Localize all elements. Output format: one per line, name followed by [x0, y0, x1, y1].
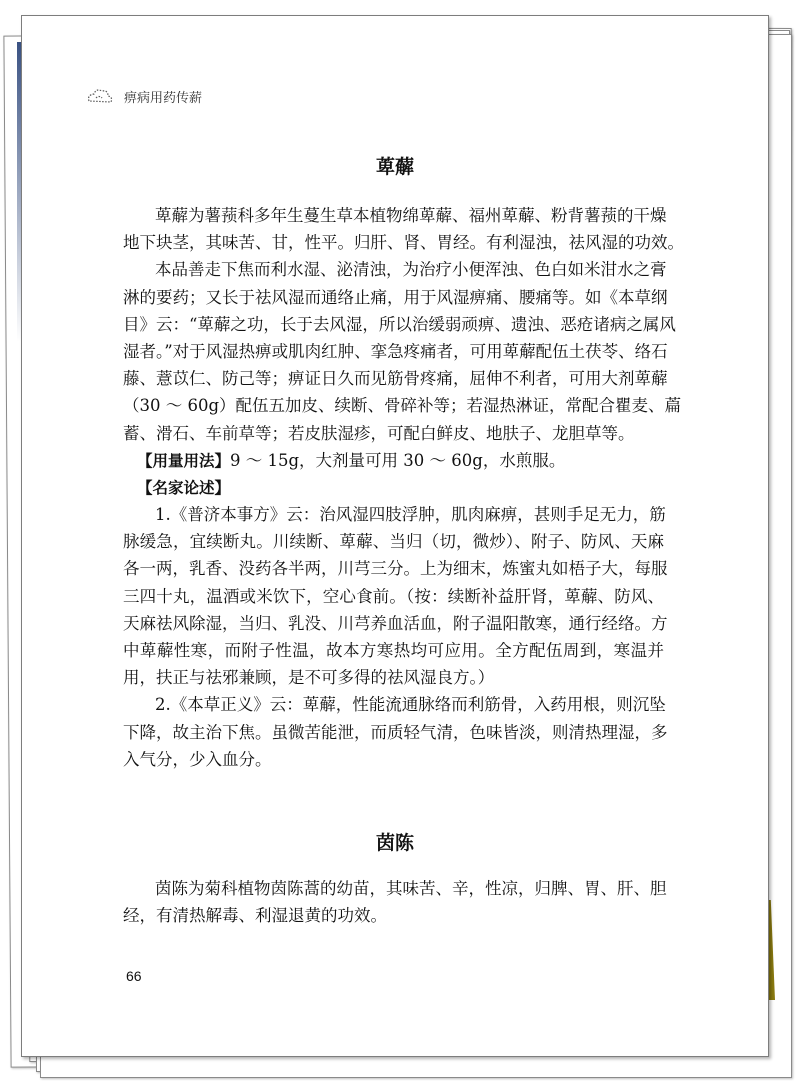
text-line: 湿者。”对于风湿热痹或肌肉红肿、挛急疼痛者，可用萆薢配伍土茯苓、络石: [123, 341, 668, 361]
text-line: 入气分，少入血分。: [123, 749, 272, 769]
text-line: 中萆薢性寒，而附子性温，故本方寒热均可应用。全方配伍周到，寒温并: [123, 641, 664, 660]
discussion-heading: [123, 474, 664, 501]
running-header: [86, 86, 202, 106]
text-line: 淋的要药；又长于祛风湿而通络止痛，用于风湿痹痛、腰痛等。如《本草纲: [123, 287, 668, 307]
text-line: 1.《普济本事方》云：治风湿四肢浮肿，肌肉麻痹，甚则手足无力，筋: [155, 505, 666, 525]
dosage-line: [123, 447, 664, 474]
page-number: 66: [126, 968, 142, 984]
paragraph-usage-notes: [123, 256, 682, 446]
section-title-yinchen: 茵陈: [375, 832, 414, 854]
paragraph-intro: [123, 202, 684, 256]
text-line: 本品善走下焦而利水湿、泌清浊，为治疗小便浑浊、色白如米泔水之膏: [155, 260, 667, 280]
text-line: 三四十丸，温酒或米饮下，空心食前。（按：续断补益肝肾，萆薢、防风、: [123, 586, 664, 606]
dosage-label: 【用量用法】: [137, 451, 231, 470]
text-line: 下降，故主治下焦。虽微苦能泄，而质轻气清，色味皆淡，则清热理湿，多: [123, 722, 668, 742]
text-line: 天麻祛风除湿，当归、乳没、川芎养血活血，附子温阳散寒，通行经络。方: [123, 613, 668, 633]
text-line: 萆薢为薯蓣科多年生蔓生草本植物绵萆薢、福州萆薢、粉背薯蓣的干燥: [155, 206, 667, 225]
text-line: 用，扶正与祛邪兼顾，是不可多得的祛风湿良方。）: [123, 668, 495, 688]
decorative-cloud-icon: [86, 86, 114, 106]
book-page: [21, 15, 769, 1057]
text-line: 脉缓急，宜续断丸。川续断、萆薢、当归（切，微炒）、附子、防风、天麻: [123, 532, 664, 552]
text-line: 2.《本草正义》云：萆薢，性能流通脉络而利筋骨，入药用根，则沉坠: [155, 695, 666, 715]
text-line: 目》云：“萆薢之功，长于去风湿，所以治缓弱顽痹、遗浊、恶疮诸病之属风: [123, 314, 676, 334]
discussion-label: 【名家论述】: [137, 478, 231, 497]
text-line: 地下块茎，其味苦、甘，性平。归肝、肾、胃经。有利湿浊，祛风湿的功效。: [123, 233, 684, 253]
book-title: 痹病用药传薪: [124, 90, 203, 106]
text-line: 茵陈为菊科植物茵陈蒿的幼苗，其味苦、辛，性凉，归脾、胃、肝、胆: [155, 879, 667, 898]
section-body-yinchen: [123, 875, 667, 929]
dosage-text: 9 ～ 15g，大剂量可用 30 ～ 60g，水煎服。: [230, 450, 566, 470]
text-line: 各一两，乳香、没药各半两，川芎三分。上为细末，炼蜜丸如梧子大，每服: [123, 559, 668, 579]
text-line: （30 ～ 60g）配伍五加皮、续断、骨碎补等；若湿热淋证，常配合瞿麦、萹: [123, 396, 682, 416]
quote-puji-benshifang: [123, 501, 668, 691]
paragraph-yinchen-intro: [123, 875, 667, 929]
text-line: 经，有清热解毒、利湿退黄的功效。: [123, 906, 387, 926]
text-line: 藤、薏苡仁、防己等；痹证日久而见筋骨疼痛，屈伸不利者，可用大剂萆薢: [123, 369, 668, 389]
text-line: 蓄、滑石、车前草等；若皮肤湿疹，可配白鲜皮、地肤子、龙胆草等。: [123, 423, 635, 443]
section-title-bixie: 萆薢: [375, 156, 414, 178]
section-body-bixie: [123, 202, 684, 773]
quote-bencao-zhengyi: [123, 691, 668, 773]
